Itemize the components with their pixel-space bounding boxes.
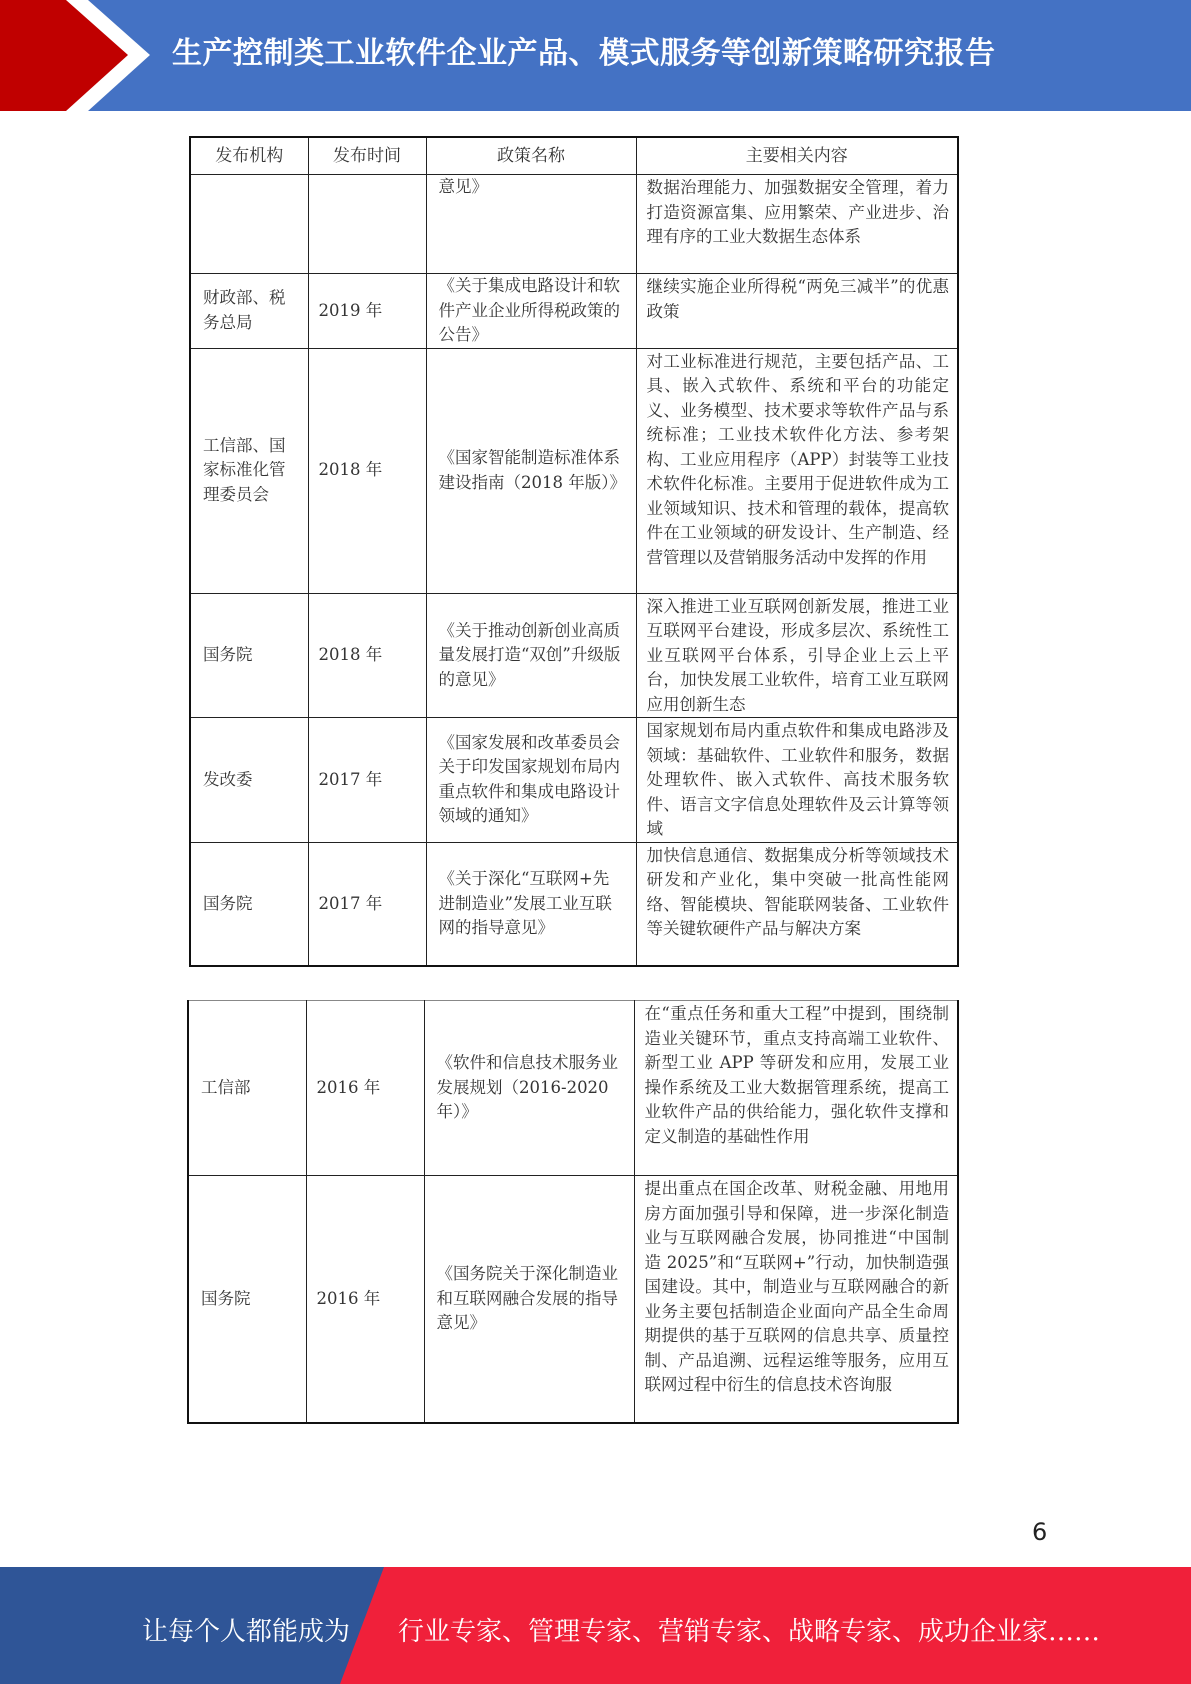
cell-org: 国务院: [190, 842, 308, 966]
table-row: [190, 593, 958, 718]
page-footer: [0, 1567, 1191, 1684]
table-row: [190, 175, 958, 274]
cell-org: 国务院: [190, 593, 308, 718]
cell-org: 工信部: [188, 1001, 306, 1176]
cell-content: 提出重点在国企改革、财税金融、用地用房方面加强引导和保障，进一步深化制造业与互联网融合发展，协同推进“中国制造 2025”和“互联网+”行动，加快制造强国建设。其中，制造业与互联网融合的新业务主要包括制造企业面向产品全生命周期提供的基于互联网的信息共享、质量控制、产品追溯、远程运维等服务，应用互联网过程中衍生的信息技术咨询服: [634, 1176, 958, 1423]
cell-policy-name: 《国家发展和改革委员会关于印发国家规划布局内重点软件和集成电路设计领域的通知》: [426, 718, 636, 843]
cell-year: 2017 年: [308, 842, 426, 966]
table-row: [190, 348, 958, 593]
cell-content: 对工业标准进行规范，主要包括产品、工具、嵌入式软件、系统和平台的功能定义、业务模型、技术要求等软件产品与系统标准；工业技术软件化方法、参考架构、工业应用程序（APP）封装等工业技术软件化标准。主要用于促进软件成为工业领域知识、技术和管理的载体，提高软件在工业领域的研发设计、生产制造、经营管理以及营销服务活动中发挥的作用: [636, 348, 958, 593]
table-row: [190, 842, 958, 966]
cell-org: [190, 175, 308, 274]
cell-year: [308, 175, 426, 274]
header-year: 发布时间: [308, 137, 426, 175]
table-row: [188, 1001, 958, 1176]
table-row: [190, 718, 958, 843]
cell-org: 财政部、税务总局: [190, 274, 308, 349]
cell-year: 2017 年: [308, 718, 426, 843]
cell-org: 工信部、国家标准化管理委员会: [190, 348, 308, 593]
header-chevron-icon: [0, 0, 160, 111]
cell-policy-name: 《软件和信息技术服务业发展规划（2016-2020 年）》: [424, 1001, 634, 1176]
cell-policy-name: 《关于深化“互联网+先进制造业”发展工业互联网的指导意见》: [426, 842, 636, 966]
cell-content: 继续实施企业所得税“两免三减半”的优惠政策: [636, 274, 958, 349]
cell-year: 2019 年: [308, 274, 426, 349]
page-number: 6: [1032, 1518, 1048, 1546]
cell-year: 2016 年: [306, 1176, 424, 1423]
footer-slogan-right: 行业专家、管理专家、营销专家、战略专家、成功企业家……: [398, 1617, 1101, 1647]
cell-policy-name: 《国务院关于深化制造业和互联网融合发展的指导意见》: [424, 1176, 634, 1423]
cell-content: 深入推进工业互联网创新发展，推进工业互联网平台建设，形成多层次、系统性工业互联网平台体系，引导企业上云上平台，加快发展工业软件，培育工业互联网应用创新生态: [636, 593, 958, 718]
page-header: [0, 0, 1191, 111]
header-org: 发布机构: [190, 137, 308, 175]
policy-table: [189, 136, 959, 967]
cell-org: 发改委: [190, 718, 308, 843]
table-row: [190, 274, 958, 349]
report-title: 生产控制类工业软件企业产品、模式服务等创新策略研究报告: [172, 36, 996, 71]
cell-content: 数据治理能力、加强数据安全管理，着力打造资源富集、应用繁荣、产业进步、治理有序的工业大数据生态体系: [636, 175, 958, 274]
cell-policy-name: 《关于集成电路设计和软件产业企业所得税政策的公告》: [426, 274, 636, 349]
header-policy-name: 政策名称: [426, 137, 636, 175]
table-row: [188, 1176, 958, 1423]
table-header-row: [190, 137, 958, 175]
cell-year: 2018 年: [308, 348, 426, 593]
cell-content: 加快信息通信、数据集成分析等领域技术研发和产业化，集中突破一批高性能网络、智能模块、智能联网装备、工业软件等关键软硬件产品与解决方案: [636, 842, 958, 966]
cell-policy-name: 《国家智能制造标准体系建设指南（2018 年版）》: [426, 348, 636, 593]
cell-policy-name: 意见》: [426, 175, 636, 274]
cell-year: 2016 年: [306, 1001, 424, 1176]
cell-content: 国家规划布局内重点软件和集成电路涉及领域：基础软件、工业软件和服务，数据处理软件、嵌入式软件、高技术服务软件、语言文字信息处理软件及云计算等领域: [636, 718, 958, 843]
policy-table-continued: [187, 1000, 959, 1424]
cell-org: 国务院: [188, 1176, 306, 1423]
cell-year: 2018 年: [308, 593, 426, 718]
cell-policy-name: 《关于推动创新创业高质量发展打造“双创”升级版的意见》: [426, 593, 636, 718]
header-content: 主要相关内容: [636, 137, 958, 175]
footer-slogan-left: 让每个人都能成为: [142, 1617, 351, 1647]
cell-content: 在“重点任务和重大工程”中提到，围绕制造业关键环节，重点支持高端工业软件、新型工业 APP 等研发和应用，发展工业操作系统及工业大数据管理系统，提高工业软件产品的供给能力，强化软件支撑和定义制造的基础性作用: [634, 1001, 958, 1176]
